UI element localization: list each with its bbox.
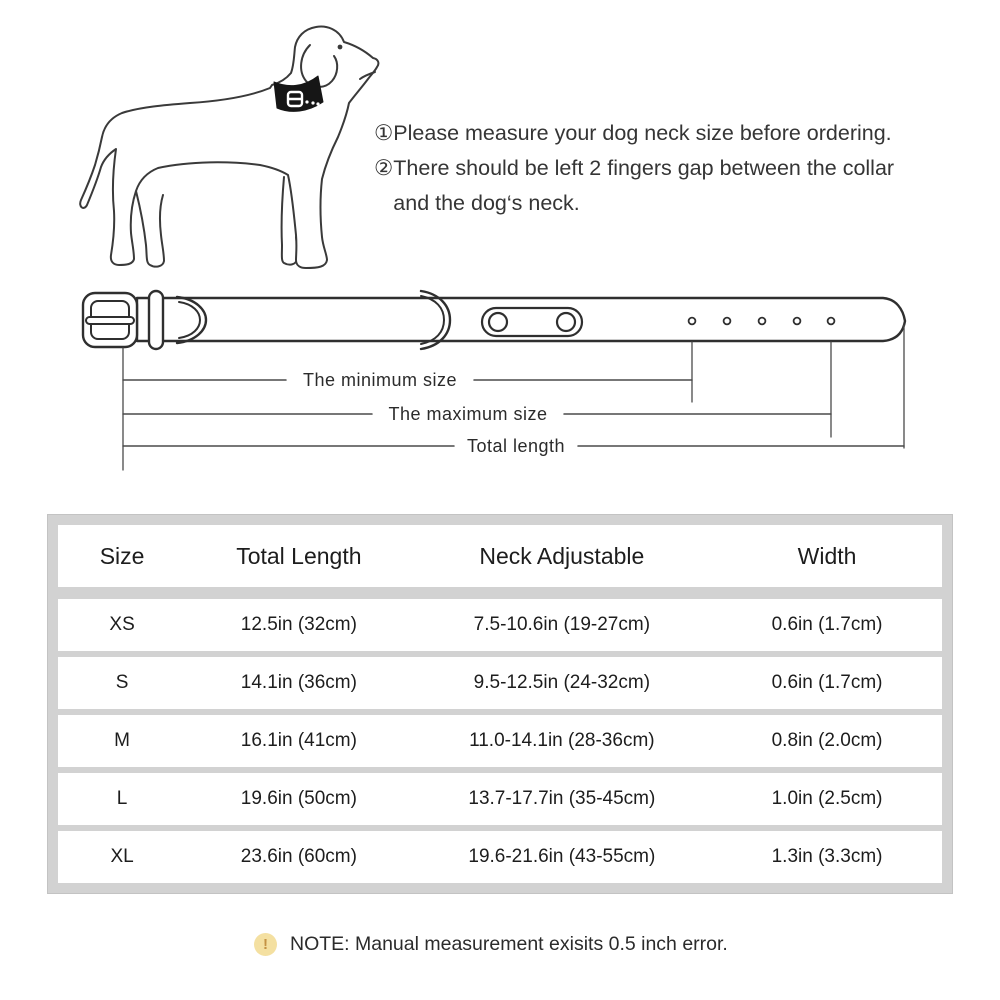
cell-total-length: 23.6in (60cm)	[240, 846, 357, 867]
cell-total-length: 12.5in (32cm)	[240, 614, 357, 635]
table-row-s	[58, 657, 942, 709]
keeper-loop	[149, 291, 163, 349]
cell-total-length: 19.6in (50cm)	[240, 788, 357, 809]
cell-width: 1.0in (2.5cm)	[771, 788, 883, 809]
note-text: NOTE: Manual measurement exisits 0.5 inch error.	[290, 933, 728, 955]
cell-size: S	[115, 672, 129, 693]
table-row-xl	[58, 831, 942, 883]
cell-size: M	[114, 730, 130, 751]
collar-line-art	[40, 285, 940, 475]
cell-width: 1.3in (3.3cm)	[771, 846, 883, 867]
minimum-size-label: The minimum size	[302, 370, 458, 390]
cell-width: 0.8in (2.0cm)	[771, 730, 883, 751]
cell-neck-adjustable: 19.6-21.6in (43-55cm)	[468, 846, 656, 867]
cell-total-length: 16.1in (41cm)	[240, 730, 357, 751]
instruction-text-2: There should be left 2 fingers gap between the collar and the dog‘s neck.	[393, 156, 895, 215]
exclamation-icon: !	[254, 933, 277, 956]
dog-far-rear-leg	[136, 191, 164, 267]
instruction-item-2	[374, 151, 974, 221]
name-plate	[482, 308, 582, 336]
plate-rivet-left	[489, 313, 507, 331]
dog-body-outline	[80, 27, 378, 268]
measurement-note	[254, 933, 728, 956]
cell-size: XL	[110, 846, 134, 867]
cell-total-length: 14.1in (36cm)	[240, 672, 357, 693]
header-neck-adjustable: Neck Adjustable	[479, 542, 645, 569]
instructions	[374, 116, 974, 221]
dog-line-art	[70, 15, 390, 280]
cell-neck-adjustable: 13.7-17.7in (35-45cm)	[468, 788, 656, 809]
size-table	[47, 514, 953, 894]
table-row-m	[58, 715, 942, 767]
cell-width: 0.6in (1.7cm)	[771, 672, 883, 693]
circled-1-bullet: ①	[374, 121, 394, 145]
table-header-row	[58, 525, 942, 587]
collar-buckle	[83, 293, 137, 347]
table-row-l	[58, 773, 942, 825]
header-total-length: Total Length	[236, 542, 362, 569]
maximum-size-label: The maximum size	[388, 404, 548, 424]
cell-neck-adjustable: 11.0-14.1in (28-36cm)	[469, 730, 655, 751]
circled-2-bullet: ②	[374, 156, 394, 180]
cell-neck-adjustable: 9.5-12.5in (24-32cm)	[473, 672, 651, 693]
dog-illustration	[70, 15, 390, 280]
table-row-xs	[58, 599, 942, 651]
header-size: Size	[99, 542, 145, 569]
cell-width: 0.6in (1.7cm)	[771, 614, 883, 635]
cell-neck-adjustable: 7.5-10.6in (19-27cm)	[473, 614, 651, 635]
header-width: Width	[797, 542, 857, 569]
dog-eye	[338, 45, 343, 50]
cell-size: L	[116, 788, 128, 809]
cell-size: XS	[109, 614, 135, 635]
plate-rivet-right	[557, 313, 575, 331]
total-length-label: Total length	[466, 436, 566, 456]
instruction-item-1	[374, 116, 974, 151]
instruction-text-1: Please measure your dog neck size before ordering.	[393, 121, 892, 145]
buckle-prong	[86, 317, 134, 324]
collar-diagram	[40, 285, 940, 475]
